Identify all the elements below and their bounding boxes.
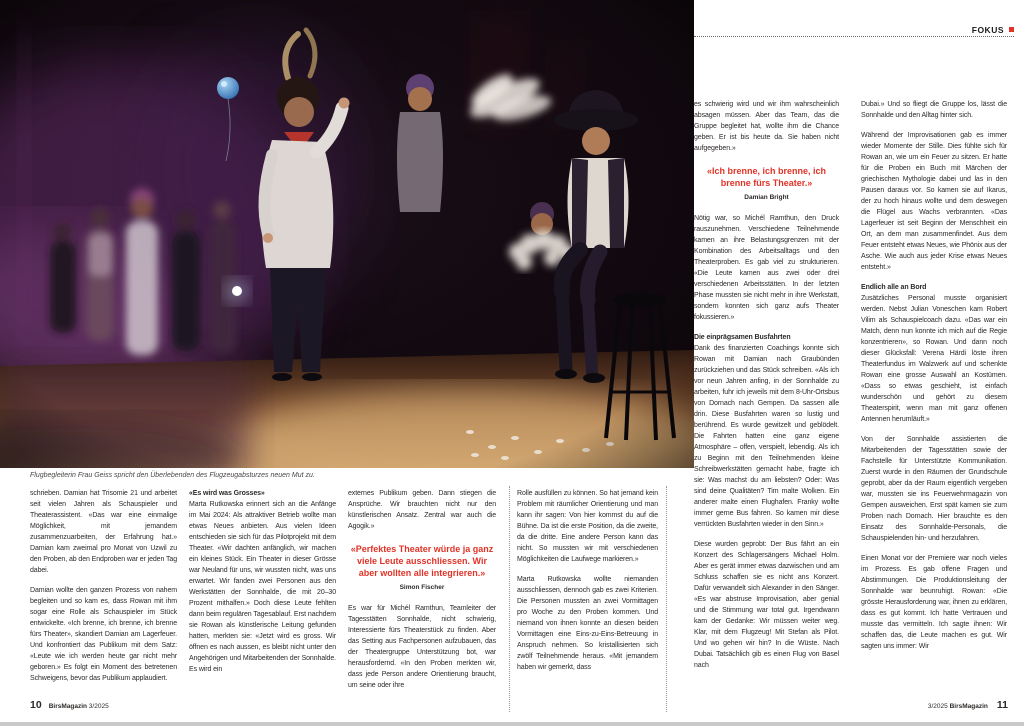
body-paragraph: Diese wurden geprobt: Der Bus fährt an ein Konzert des Schlagersängers Michael Holm. Aber es gerät immer etwas dazwischen und am Schluss schaffen sie es nicht ans Konzert. Dafür verwandelt sich Alexander in den Sänger. «Es war abstruse Improvisation, aber genial und die Stimmung war total gut. Irgendwann kam der Gedanke: Wir müssen weiter weg. Klar, mit dem Flugzeug! Mit Stefan als Pilot. Und wo gehen wir hin? In die Wüste. Nach Dubai. Tatsächlich gib es einen Flug von Basel nach bbox=[694, 541, 839, 669]
red-square-icon bbox=[1009, 27, 1014, 32]
body-paragraph: Zusätzliches Personal musste organisiert werden. Nebst Julian Voneschen kam Robert Vilim als Schauspielcoach dazu. «Das war ein Match, denn nun konnte ich mich auf die Regie konzentrieren», so Rowan. Und dann noch dieser Glücksfall: Verena Härdi löste ihren Theaterfundus im Walzwerk auf und schenkte Rowan eine grosse Auswahl an Kostümen. «Dass so etwas geschieht, ist einfach wunderschön und gehört zu diesem Theaterspirit, wenn man mit ganz offenen Antennen herumläuft.» bbox=[861, 295, 1007, 423]
quote-attribution: Simon Fischer bbox=[399, 584, 445, 591]
text-column bbox=[861, 99, 1007, 699]
body-paragraph: Dank des finanzierten Coachings konnte sich Rowan mit Damian nach Graubünden zurückziehen und das Stück schreiben. «Als ich vor neun Jahren anfing, in der Sonnhalde zu arbeiten, fuhr ich jeweils mit dem 8-Uhr-Ortsbus von Dornach nach Gempen. Da sassen alle drin. Diese Busfahrten waren so lustig und berührend. Es wurde gewitzelt und geblödelt. Die Fahrten hatten eine ganz eigene Atmosphäre – offen, verspielt, lebendig. Als ich zu Beginn mit den Teilnehmenden kleine Schreibwerkstätten gemacht habe, fragte ich sie: Was machst du am liebsten? Oder: Was sind deine Qualitäten? Tim malte Wolken. Ein anderer malte einen Flughafen. Franky wollte immer gerne Bus fahren. So kamen mir diese verrückten Busfahrten wieder in den Sinn.» bbox=[694, 345, 839, 528]
magazine-issue-label: 3/2025 BirsMagazin bbox=[927, 703, 988, 710]
dotted-rule-top bbox=[694, 36, 1014, 37]
text-column bbox=[348, 488, 496, 710]
page-number: 11 bbox=[996, 699, 1008, 711]
body-paragraph: Einen Monat vor der Premiere war noch vieles im Prozess. Es gab offene Fragen und Abstimmungen. Die Produktionsleitung der Sonnhalde war beunruhigt. Rowan: «Die grösste Herausforderung war, ihnen zu erklären, dass es gut kommt. Ich hatte Vertrauen und musste das vermitteln. Ich sagte ihnen: Wir schaffen das, die Leute machen es gut. Wir sagten uns immer: Wir bbox=[861, 555, 1007, 650]
sub-heading: «Es wird was Grosses» bbox=[189, 490, 265, 497]
body-paragraph: Während der Improvisationen gab es immer wieder Momente der Stille. Dies fühlte sich für Rowan an, wie um ein Feuer zu sitzen. Er hatte für die Proben ein Buch mit Märchen der griechischen Mythologie dabei und las in den Pausen daraus vor. So kamen sie auf Ikarus, der zu hoch hinaus wollte und dem deswegen die Flügel aus Wachs verbrannten. «Das Lagerfeuer ist seit Beginn der Menschheit ein Ort, an dem man zusammenfindet. Aus dem Feuer entsteht etwas Neues, wie Phönix aus der Asche. Wie auch aus jeder Krise etwas Neues entsteht.» bbox=[861, 132, 1007, 271]
scan-bottom-edge bbox=[0, 722, 1024, 726]
body-paragraph: externes Publikum geben. Dann stiegen die Ansprüche. Wir brauchten nicht nur den künstlerischen Ansatz. Zentral war auch die Agogik.» bbox=[348, 490, 496, 530]
footer-left bbox=[30, 699, 109, 711]
body-paragraph: Rolle ausfüllen zu können. So hat jemand kein Problem mit räumlicher Orientierung und man kann ihr sagen: Von hier kommst du auf die Bühne. Da ist die erste Position, da die zweite, da die dritte. Eine andere Person kann das nicht. So mussten wir mit verschiedenen Möglichkeiten die Laufwege markieren.» bbox=[517, 490, 658, 563]
page-number: 10 bbox=[30, 699, 42, 711]
text-column bbox=[189, 488, 336, 710]
pull-quote: «Perfektes Theater würde ja ganz viele Leute ausschliessen. Wir aber wollten alle integrieren.» bbox=[350, 544, 494, 578]
section-label: FOKUS bbox=[971, 24, 1004, 35]
quote-attribution: Damian Bright bbox=[744, 194, 789, 201]
dotted-rule-fold bbox=[509, 486, 510, 712]
body-paragraph: Nötig war, so Michél Ramthun, den Druck rauszunehmen. Verschiedene Teilnehmende kamen an ihre Belastungsgrenzen mit der Kombination des Arbeitsalltags und den Theaterproben. Es gab viel zu strukturieren. «Die Leute kamen aus zwei oder drei verschiedenen Arbeitsstätten. In der letzten Phase mussten sie nicht mehr in ihre Werkstatt, sondern konnten sich ganz aufs Theater fokussieren.» bbox=[694, 215, 839, 321]
body-paragraph: es schwierig wird und wir ihm wahrscheinlich absagen müssen. Aber das Team, das die Gruppe begleitet hat, wollte ihm die Chance geben. Er ist bis heute da. Sie haben nicht aufgegeben.» bbox=[694, 101, 839, 152]
text-column bbox=[517, 488, 658, 710]
body-paragraph: Marta Rutkowska erinnert sich an die Anfänge im Mai 2024: Als attraktiver Betrieb wollte man etwas Neues anbieten. Aus vielen Ideen entschieden sie sich für das Pilotprojekt mit dem Theater. «Wir dachten anfänglich, wir machen ein kleines Stück. Ein Theater in dieser Grösse war Neuland für uns, wir wussten nicht, was uns erwartet. Wir fanden zwei Personen aus den Werkstätten der Sonnhalde, die mit 20–30 Prozent mithalfen.» Doch diese Leute fehlten dann beim regulären Tagesablauf. Erst nachdem sie Rowan als künstlerische Leitung gefunden hatten, merkten sie: «Jetzt wird es gross. Wir öffnen es nach aussen, es bleibt nicht unter den Angehörigen und Mitarbeitenden der Sonnhalde. Es wird ein bbox=[189, 501, 336, 673]
text-column bbox=[30, 488, 177, 710]
text-column bbox=[694, 99, 839, 699]
body-paragraph: Marta Rutkowska wollte niemanden ausschliessen, dennoch gab es zwei Kriterien. Die Personen mussten an zwei Vormittagen pro Woche zu den Proben kommen. Und niemand von ihnen konnte an diesen beiden Vormittagen eine Eins-zu-Eins-Betreuung in Anspruch nehmen. So kristallisierten sich zwölf Teilnehmende heraus. «Mit jemandem haben wir gemerkt, dass bbox=[517, 576, 658, 671]
body-paragraph: Damian wollte den ganzen Prozess von nahem begleiten und so kam es, dass Rowan mit ihm sogar eine Rolle als Schauspieler im Stück entwickelte. «Ich brenne, ich brenne, ich brenne fürs Theater», skandiert Damian am Lagerfeuer. Und konfrontiert das Publikum mit dem Satz: «Leute wie ich werden heute gar nicht mehr geboren.» Es folgt ein Moment des betretenen Schweigens, bevor das Publikum applaudiert. bbox=[30, 587, 177, 682]
photo-vignette bbox=[0, 0, 694, 468]
photo-caption: Flugbegleiterin Frau Geiss spricht den Überlebenden des Flugzeugabsturzes neuen Mut zu. bbox=[30, 472, 315, 479]
sub-heading: Die einprägsamen Busfahrten bbox=[694, 334, 791, 341]
body-paragraph: Von der Sonnhalde assistierten die Mitarbeitenden der Tagesstätten sowie der Fachstelle für Unterstützte Kommunikation. Zuerst wurde in den Räumen der Grundschule geprobt, aber da der Raum eigentlich vergeben war, mussten sie ins Feuerwehrmagazin von Gempen ausweichen. Erst spät kamen sie zum Proben nach Dornach. Hier brauchte es den Einsatz des Sonnhalde-Personals, die Schauspielenden hin- und herzufahren. bbox=[861, 436, 1007, 542]
body-paragraph: schrieben. Damian hat Trisomie 21 und arbeitet seit vielen Jahren als Schauspieler und Theaterassistent. «Das war eine einmalige Möglichkeit, mit jemandem zusammenzuarbeiten, der Erfahrung hat.» Damian kam zweimal pro Monat von Uzwil zu den Proben, ab den Endproben war er jeden Tag dabei. bbox=[30, 490, 177, 574]
body-paragraph: Dubai.» Und so fliegt die Gruppe los, lässt die Sonnhalde und den Alltag hinter sich. bbox=[861, 101, 1007, 119]
stage-photo-art bbox=[0, 0, 694, 468]
pull-quote: «Ich brenne, ich brenne, ich brenne fürs Theater.» bbox=[706, 166, 827, 188]
dotted-rule-column bbox=[666, 486, 667, 712]
sub-heading: Endlich alle an Bord bbox=[861, 284, 927, 291]
stage-photo bbox=[0, 0, 694, 468]
body-paragraph: Es war für Michél Ramthun, Teamleiter der Tagesstätten Sonnhalde, nicht schwierig, Interessierte fürs Theaterstück zu finden. Aber das Setting aus Fachpersonen aufzubauen, das der Theatergruppe Unterstützung bot, war herausfordernd. «In den Proben merkten wir, dass jede Person andere Orientierung braucht, um seine oder ihre bbox=[348, 605, 496, 689]
footer-right bbox=[700, 699, 1008, 711]
magazine-issue-label: BirsMagazin 3/2025 bbox=[48, 703, 109, 710]
